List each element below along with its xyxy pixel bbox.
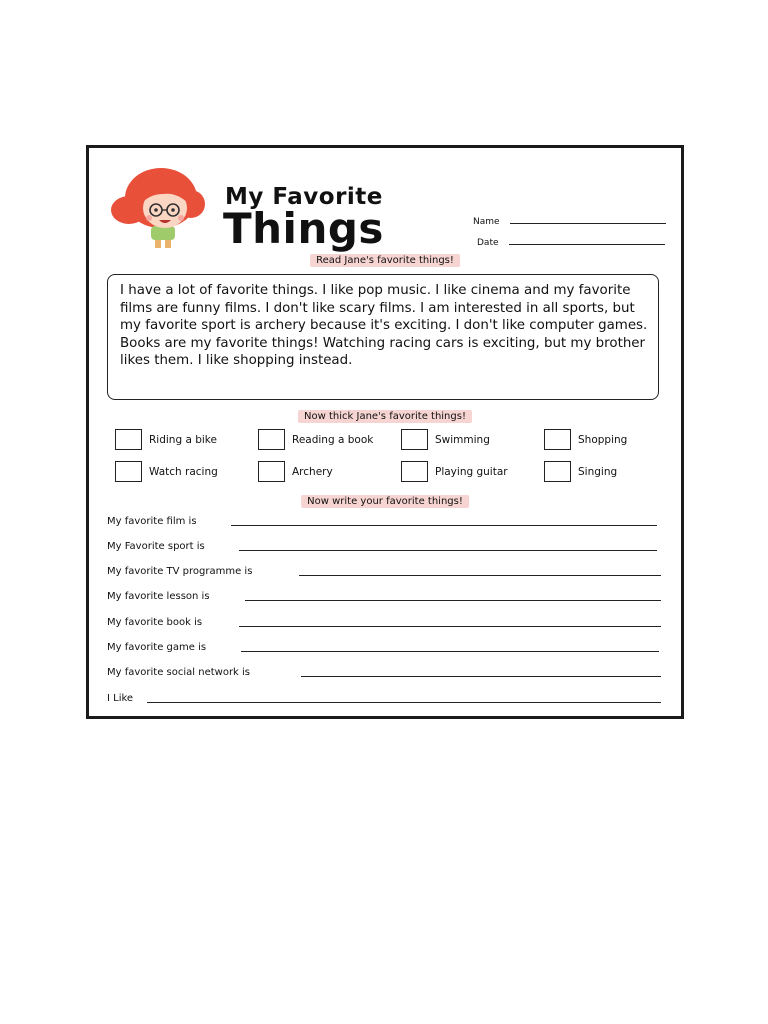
write-prompt: My favorite social network is [107, 667, 251, 678]
option-label: Reading a book [292, 434, 374, 446]
date-field[interactable] [477, 238, 665, 248]
option-reading-a-book[interactable] [258, 429, 398, 453]
title-line-2: Things [223, 204, 384, 253]
option-playing-guitar[interactable] [401, 461, 541, 485]
checkbox[interactable] [258, 461, 285, 482]
checkbox[interactable] [401, 429, 428, 450]
write-prompt: My favorite TV programme is [107, 566, 253, 577]
write-line-i-like[interactable] [107, 693, 133, 704]
answer-line[interactable] [241, 651, 659, 652]
option-label: Swimming [435, 434, 490, 446]
answer-line[interactable] [147, 702, 661, 703]
checkbox[interactable] [544, 461, 571, 482]
write-instruction: Now write your favorite things! [301, 495, 469, 508]
write-line-sport[interactable] [107, 541, 205, 552]
option-riding-a-bike[interactable] [115, 429, 255, 453]
checkbox[interactable] [258, 429, 285, 450]
read-instruction: Read Jane's favorite things! [310, 254, 460, 267]
write-prompt: My favorite game is [107, 642, 207, 653]
option-label: Archery [292, 466, 333, 478]
answer-line[interactable] [239, 550, 657, 551]
name-field[interactable] [473, 217, 666, 227]
write-line-tv[interactable] [107, 566, 252, 577]
option-label: Playing guitar [435, 466, 508, 478]
tick-instruction: Now thick Jane's favorite things! [298, 410, 472, 423]
answer-line[interactable] [301, 676, 661, 677]
checkbox[interactable] [115, 429, 142, 450]
reading-passage: I have a lot of favorite things. I like pop music. I like cinema and my favorite films are funny films. I don't like scary films. I am interested in all sports, but my favorite sport is archery because it's exciting. I don't like computer games. Books are my favorite things! Watching racing cars is exciting, but my brother likes them. I like shopping instead. [107, 274, 659, 400]
checkbox[interactable] [544, 429, 571, 450]
write-prompt: My favorite lesson is [107, 591, 210, 602]
write-line-book[interactable] [107, 617, 202, 628]
write-prompt: My favorite book is [107, 617, 203, 628]
answer-line[interactable] [245, 600, 661, 601]
write-prompt: My favorite film is [107, 516, 197, 527]
write-prompt: My Favorite sport is [107, 541, 205, 552]
write-line-film[interactable] [107, 516, 197, 527]
girl-illustration [107, 164, 219, 250]
date-label: Date [477, 238, 499, 248]
option-shopping[interactable] [544, 429, 684, 453]
write-line-lesson[interactable] [107, 591, 210, 602]
name-label: Name [473, 217, 500, 227]
name-line [510, 222, 666, 224]
option-label: Shopping [578, 434, 628, 446]
option-label: Riding a bike [149, 434, 217, 446]
option-label: Watch racing [149, 466, 218, 478]
checkbox[interactable] [115, 461, 142, 482]
option-label: Singing [578, 466, 618, 478]
answer-line[interactable] [299, 575, 661, 576]
write-prompt: I Like [107, 693, 134, 704]
write-line-social-network[interactable] [107, 667, 250, 678]
answer-line[interactable] [231, 525, 657, 526]
option-archery[interactable] [258, 461, 398, 485]
checkbox[interactable] [401, 461, 428, 482]
option-swimming[interactable] [401, 429, 541, 453]
option-watch-racing[interactable] [115, 461, 255, 485]
answer-line[interactable] [239, 626, 661, 627]
option-singing[interactable] [544, 461, 684, 485]
write-line-game[interactable] [107, 642, 206, 653]
date-line [509, 243, 665, 245]
worksheet [86, 145, 684, 719]
title-line-1: My Favorite [225, 184, 383, 210]
